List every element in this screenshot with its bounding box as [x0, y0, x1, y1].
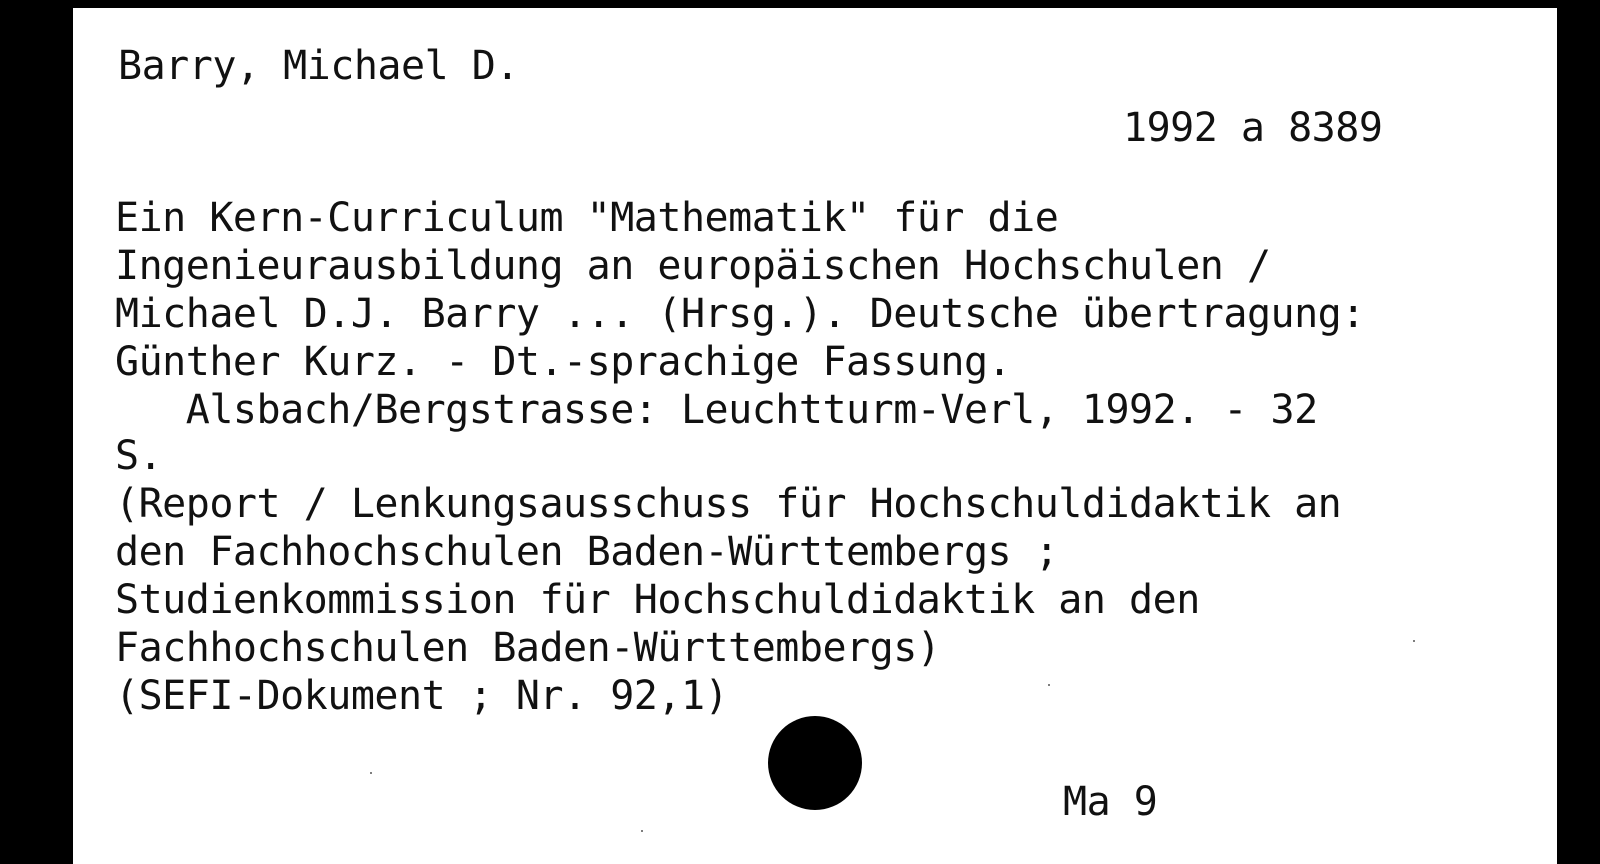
- series-line-1: (Report / Lenkungsausschuss für Hochschuldidaktik an: [115, 481, 1342, 527]
- imprint-line: Alsbach/Bergstrasse: Leuchtturm-Verl, 1992. - 32: [115, 387, 1318, 433]
- shelf-mark: Ma 9: [1063, 779, 1158, 825]
- title-line-2: Ingenieurausbildung an europäischen Hochschulen /: [115, 243, 1271, 289]
- pagination-line: S.: [115, 433, 163, 479]
- catalog-card: [73, 8, 1557, 864]
- call-number: 1992 a 8389: [1123, 105, 1383, 151]
- title-line-1: Ein Kern-Curriculum "Mathematik" für die: [115, 195, 1059, 241]
- dust-speck: [370, 772, 372, 774]
- punch-hole: [768, 716, 862, 810]
- dust-speck: [1048, 684, 1050, 686]
- series-line-3: Studienkommission für Hochschuldidaktik an den: [115, 577, 1200, 623]
- series-line-4: Fachhochschulen Baden-Württembergs): [115, 625, 941, 671]
- dust-speck: [641, 830, 643, 832]
- series-line-5: (SEFI-Dokument ; Nr. 92,1): [115, 673, 729, 719]
- dust-speck: [1413, 640, 1415, 642]
- author-heading: Barry, Michael D.: [118, 43, 519, 89]
- series-line-2: den Fachhochschulen Baden-Württembergs ;: [115, 529, 1059, 575]
- title-line-3: Michael D.J. Barry ... (Hrsg.). Deutsche übertragung:: [115, 291, 1365, 337]
- title-line-4: Günther Kurz. - Dt.-sprachige Fassung.: [115, 339, 1012, 385]
